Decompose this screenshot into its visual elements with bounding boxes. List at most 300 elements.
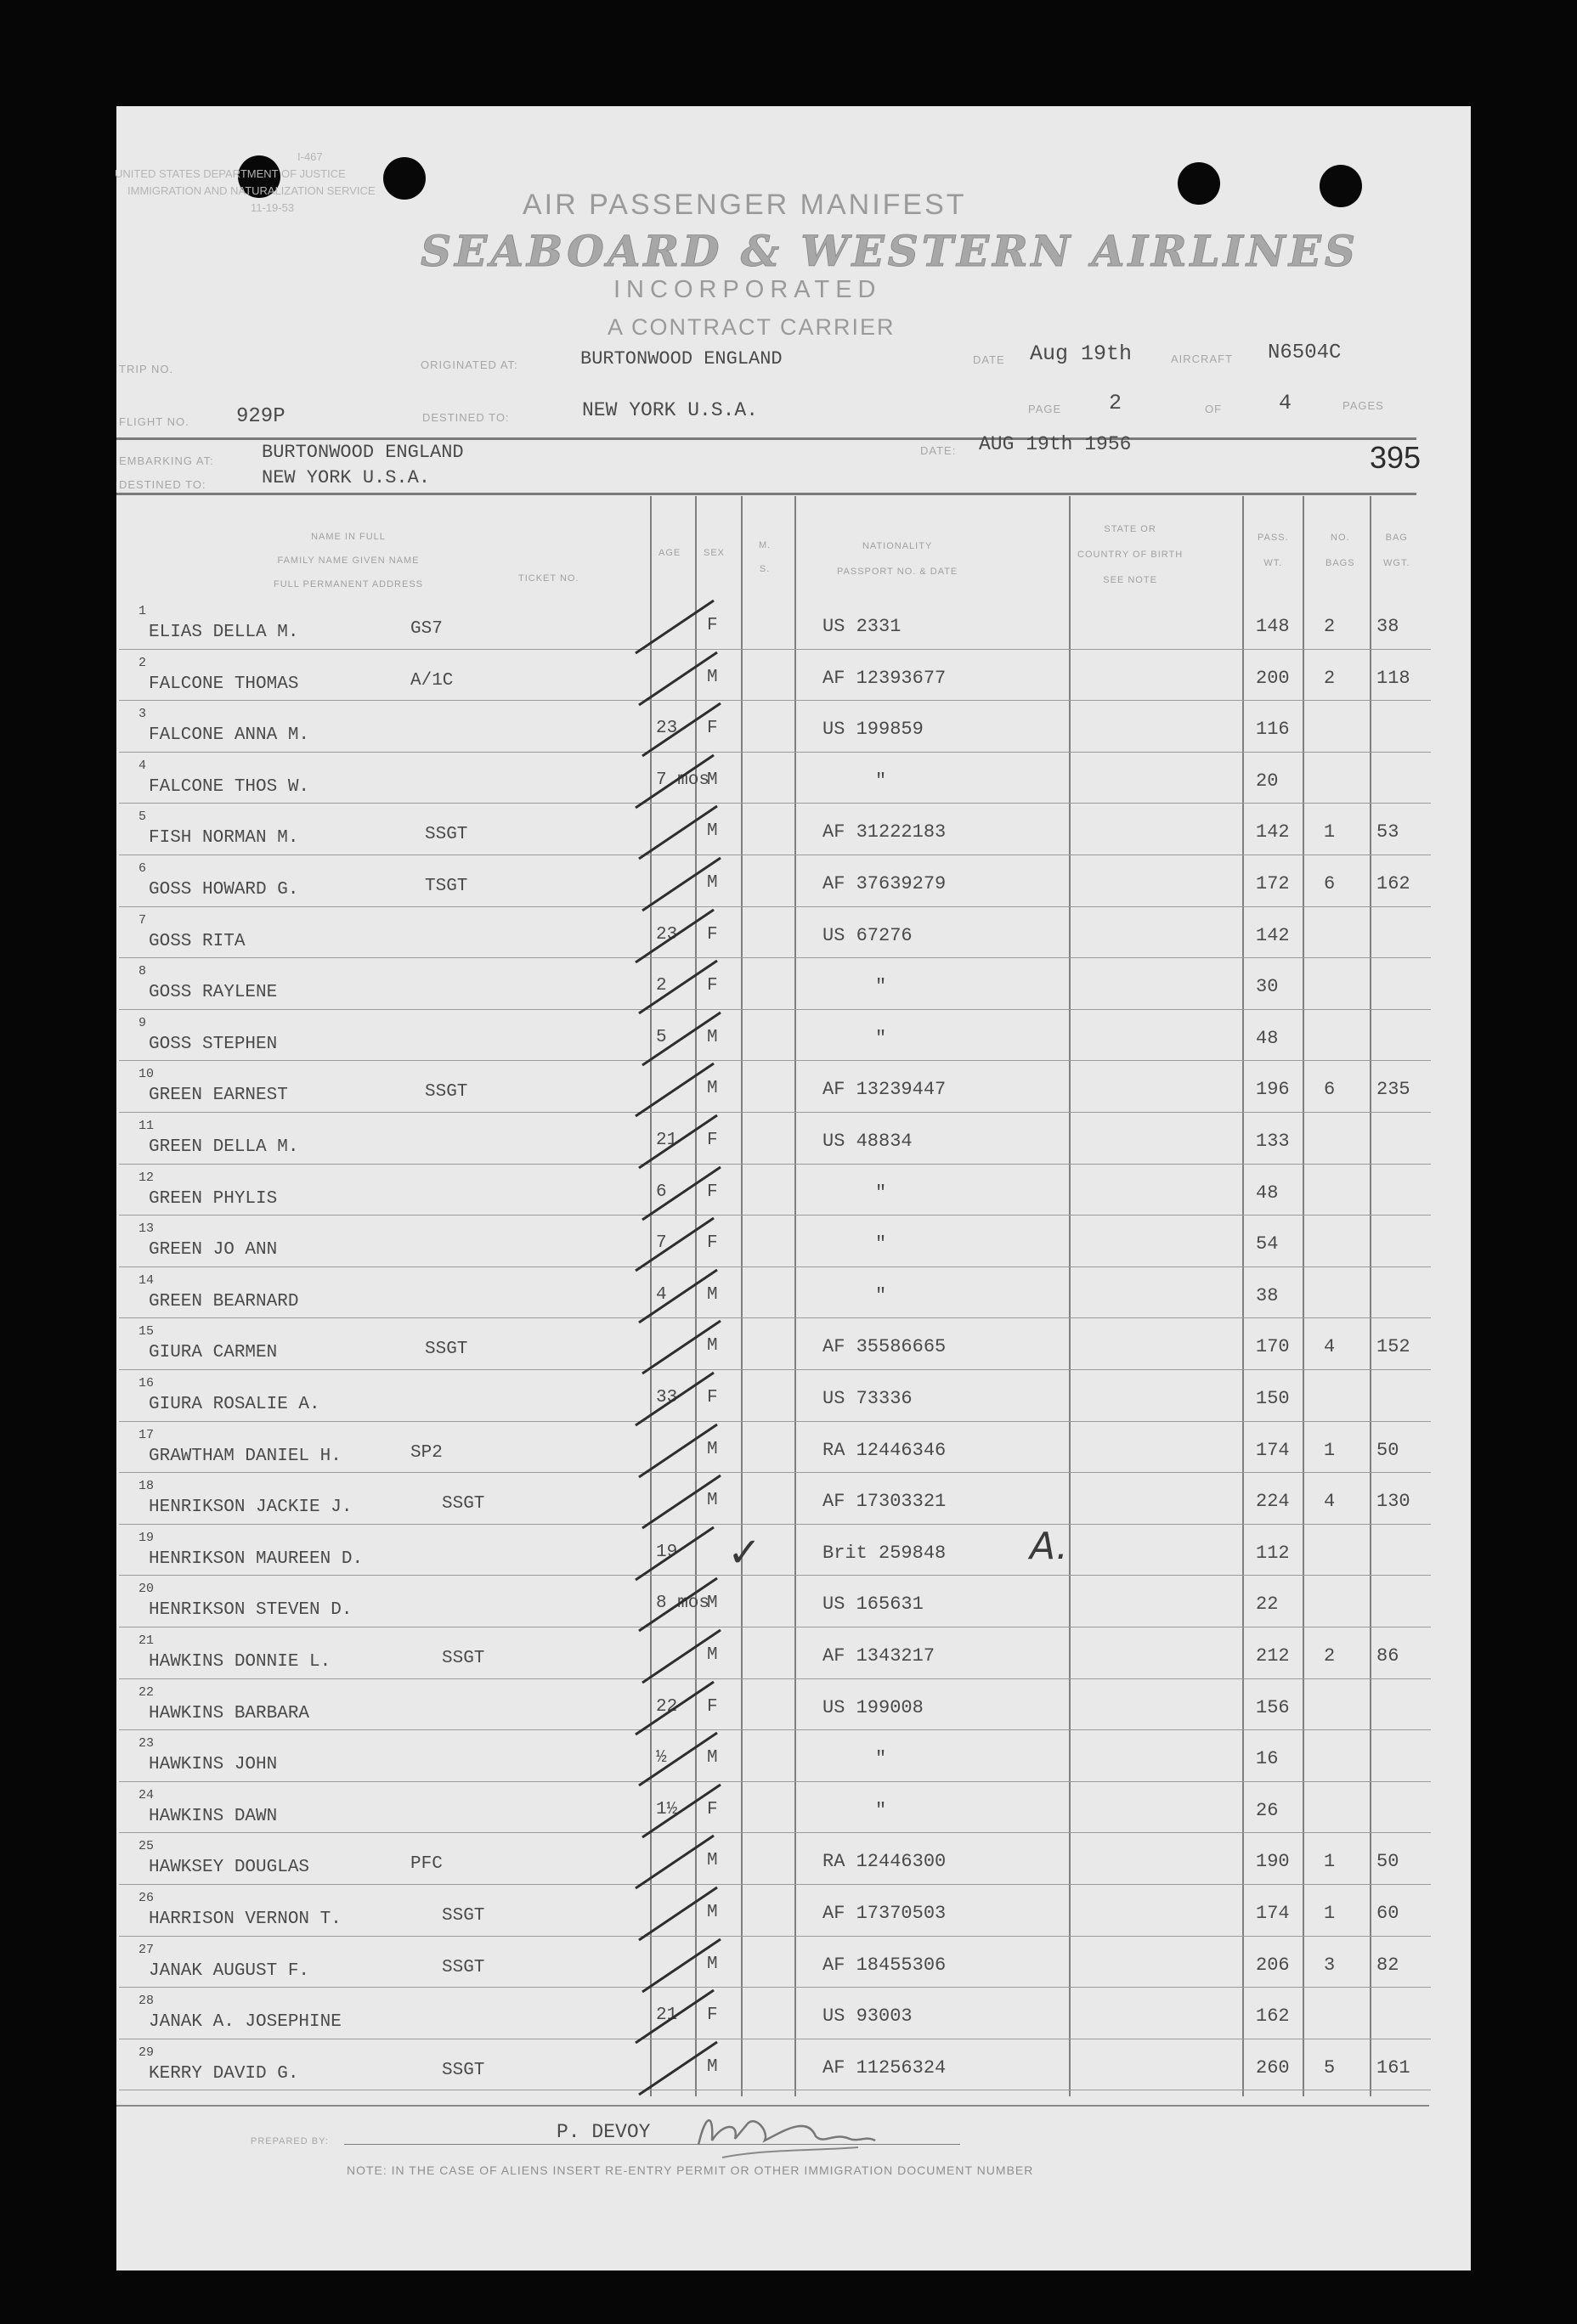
trip-no-label: TRIP NO. (119, 363, 174, 375)
passenger-name: GIURA CARMEN (149, 1343, 278, 1363)
destined-value: NEW YORK U.S.A. (582, 399, 759, 421)
row-divider (119, 1009, 1431, 1010)
embarking-value: BURTONWOOD ENGLAND (262, 442, 464, 463)
bag-wt-header-line: BAG (1385, 533, 1408, 543)
passenger-age: 21 (656, 2005, 678, 2026)
passenger-rank: SSGT (442, 1906, 485, 1926)
passenger-weight: 156 (1256, 1696, 1290, 1718)
embarking-label: EMBARKING AT: (119, 454, 214, 467)
bag-count: 4 (1324, 1336, 1336, 1358)
bag-count: 5 (1324, 2056, 1336, 2079)
row-number: 3 (138, 707, 147, 722)
bag-weight: 86 (1376, 1645, 1399, 1667)
passenger-age: 1½ (656, 1799, 678, 1819)
pass-wt-header-line: WT. (1263, 558, 1283, 568)
passenger-rank: A/1C (410, 670, 454, 691)
bag-weight: 130 (1376, 1491, 1410, 1513)
passenger-sex: M (707, 1748, 718, 1768)
passport-number: " (875, 1284, 887, 1306)
passenger-name: HAWKSEY DOUGLAS (149, 1858, 310, 1878)
passenger-sex: F (707, 1182, 718, 1202)
column-divider (794, 496, 796, 2096)
row-divider (119, 1266, 1431, 1267)
bag-count: 1 (1324, 1851, 1336, 1873)
row-divider (119, 1936, 1431, 1937)
passenger-name: FISH NORMAN M. (149, 828, 299, 849)
punch-hole (1320, 165, 1362, 207)
bag-weight: 50 (1376, 1439, 1399, 1461)
passenger-rank: SSGT (425, 1340, 468, 1360)
bag-weight: 53 (1376, 821, 1399, 843)
prepared-by-label: PREPARED BY: (251, 2136, 329, 2146)
name-header-line: NAME IN FULL (311, 532, 386, 542)
passenger-age: 22 (656, 1696, 678, 1717)
flight-no-value: 929P (236, 405, 285, 428)
passenger-weight: 170 (1256, 1336, 1290, 1358)
passenger-age: 23 (656, 719, 678, 739)
passenger-name: KERRY DAVID G. (149, 2063, 299, 2084)
destined-to-value: NEW YORK U.S.A. (262, 467, 431, 488)
passenger-sex: M (707, 1027, 718, 1047)
column-divider (1069, 496, 1071, 2096)
row-divider (119, 1729, 1431, 1730)
row-number: 12 (138, 1170, 155, 1185)
passport-number: US 2331 (822, 616, 902, 637)
passport-number: Brit 259848 (822, 1542, 947, 1564)
bag-count: 4 (1324, 1491, 1336, 1513)
row-number: 28 (138, 1994, 155, 2009)
row-number: 7 (138, 912, 147, 928)
agency-line: UNITED STATES DEPARTMENT OF JUSTICE (115, 167, 346, 180)
passenger-age: 7 mos (656, 770, 710, 790)
bag-weight: 161 (1376, 2056, 1410, 2079)
passenger-sex: M (707, 1851, 718, 1871)
pass-wt-column-header (1258, 525, 1289, 576)
aircraft-label: AIRCRAFT (1171, 353, 1233, 365)
passenger-sex: F (707, 719, 718, 739)
row-number: 19 (138, 1530, 155, 1545)
passenger-weight: 133 (1256, 1131, 1290, 1152)
passenger-weight: 190 (1256, 1851, 1290, 1873)
row-number: 9 (138, 1015, 147, 1030)
passenger-name: GREEN DELLA M. (149, 1137, 299, 1157)
passenger-weight: 260 (1256, 2056, 1290, 2079)
birth-header-line: COUNTRY OF BIRTH (1077, 550, 1184, 560)
birth-column-header (1077, 516, 1183, 593)
row-divider (119, 1678, 1431, 1679)
row-divider (119, 1421, 1431, 1422)
prepared-by-value: P. DEVOY (557, 2121, 651, 2143)
row-number: 18 (138, 1479, 155, 1494)
passenger-age: 5 (656, 1027, 667, 1047)
row-divider (119, 1317, 1431, 1318)
punch-hole (383, 157, 426, 200)
passenger-rank: SP2 (410, 1442, 443, 1463)
passenger-name: FALCONE ANNA M. (149, 725, 310, 746)
passenger-sex: M (707, 1954, 718, 1974)
passport-number: " (875, 1027, 887, 1049)
column-divider (1370, 496, 1371, 2096)
passenger-name: GIURA ROSALIE A. (149, 1395, 320, 1414)
bags-column-header (1325, 525, 1355, 576)
passenger-sex: F (707, 924, 718, 945)
row-number: 20 (138, 1582, 155, 1597)
row-number: 1 (138, 604, 147, 618)
passenger-age: 7 (656, 1233, 667, 1254)
date2-value: AUG 19th 1956 (979, 433, 1132, 455)
passenger-name: HENRIKSON JACKIE J. (149, 1498, 353, 1518)
row-divider (119, 1060, 1431, 1061)
bag-count: 1 (1324, 1903, 1336, 1924)
airline-logo: SEABOARD & WESTERN AIRLINES (421, 226, 1359, 276)
row-number: 27 (138, 1942, 155, 1957)
passenger-name: GOSS HOWARD G. (149, 880, 299, 900)
passenger-age: 33 (656, 1388, 678, 1407)
bag-weight: 50 (1376, 1851, 1399, 1873)
bag-count: 2 (1324, 616, 1336, 637)
signature (688, 2098, 892, 2166)
bag-weight: 82 (1376, 1954, 1399, 1976)
row-divider (119, 1164, 1431, 1165)
row-number: 11 (138, 1119, 155, 1133)
nationality-header-line: NATIONALITY (862, 541, 933, 551)
row-number: 25 (138, 1839, 155, 1854)
passenger-weight: 16 (1256, 1748, 1279, 1770)
passenger-weight: 22 (1256, 1594, 1279, 1616)
ticket-column-header: TICKET NO. (518, 573, 579, 584)
row-divider (119, 1884, 1431, 1885)
row-divider (119, 1575, 1431, 1576)
passport-number: AF 12393677 (822, 667, 947, 689)
passenger-weight: 174 (1256, 1439, 1290, 1461)
passport-number: US 67276 (822, 924, 913, 946)
bag-weight: 118 (1376, 667, 1410, 689)
check-mark: ✓ (727, 1529, 762, 1577)
row-divider (119, 803, 1431, 804)
passenger-name: GREEN EARNEST (149, 1086, 288, 1106)
passenger-weight: 112 (1256, 1542, 1290, 1564)
row-number: 23 (138, 1736, 155, 1751)
passport-number: " (875, 1748, 887, 1770)
passport-number: AF 31222183 (822, 821, 947, 843)
bag-count: 1 (1324, 821, 1336, 843)
passenger-name: JANAK AUGUST F. (149, 1960, 310, 1981)
passenger-rank: GS7 (410, 619, 443, 639)
column-divider (1303, 496, 1304, 2096)
row-number: 24 (138, 1787, 155, 1802)
row-divider (119, 700, 1431, 701)
passenger-weight: 48 (1256, 1027, 1279, 1049)
row-divider (119, 649, 1431, 650)
passenger-weight: 30 (1256, 976, 1279, 998)
passenger-weight: 212 (1256, 1645, 1290, 1667)
bags-header-line: NO. (1331, 533, 1350, 543)
page-label: PAGE (1028, 403, 1062, 415)
passenger-name: HAWKINS DAWN (149, 1806, 278, 1826)
passport-number: US 48834 (822, 1131, 913, 1152)
passenger-weight: 174 (1256, 1903, 1290, 1924)
passenger-name: HENRIKSON STEVEN D. (149, 1600, 353, 1621)
passport-number: US 73336 (822, 1388, 913, 1409)
passenger-name: HENRIKSON MAUREEN D. (149, 1548, 364, 1569)
name-header-line: FULL PERMANENT ADDRESS (273, 579, 424, 589)
bag-weight: 162 (1376, 873, 1410, 894)
passport-number: " (875, 1233, 887, 1255)
age-column-header: AGE (658, 548, 681, 558)
passenger-sex: M (707, 1594, 718, 1614)
passenger-rank: SSGT (442, 1957, 485, 1977)
aircraft-value: N6504C (1268, 341, 1342, 364)
row-number: 4 (138, 758, 147, 773)
passenger-age: 6 (656, 1182, 667, 1202)
row-divider (119, 1472, 1431, 1473)
passenger-sex: M (707, 1284, 718, 1305)
marital-column-header (759, 533, 771, 581)
passenger-sex: M (707, 821, 718, 842)
passenger-rank: SSGT (442, 1649, 485, 1668)
passport-number: " (875, 976, 887, 998)
originated-label: ORIGINATED AT: (421, 358, 518, 371)
passenger-sex: F (707, 1233, 718, 1254)
sex-column-header: SEX (704, 548, 726, 558)
passenger-sex: F (707, 616, 718, 635)
marital-header-line: S. (759, 564, 771, 574)
passenger-weight: 196 (1256, 1079, 1290, 1101)
bag-weight: 38 (1376, 616, 1399, 637)
originated-value: BURTONWOOD ENGLAND (580, 348, 783, 369)
bag-weight: 60 (1376, 1903, 1399, 1924)
form-date: 11-19-53 (251, 201, 295, 214)
row-number: 5 (138, 809, 147, 825)
passenger-weight: 48 (1256, 1182, 1279, 1204)
passenger-sex: F (707, 1696, 718, 1717)
passenger-age: 8 mos (656, 1594, 710, 1614)
passenger-sex: F (707, 1799, 718, 1819)
passenger-name: JANAK A. JOSEPHINE (149, 2012, 342, 2033)
passenger-sex: M (707, 1645, 718, 1665)
passenger-name: GRAWTHAM DANIEL H. (149, 1446, 342, 1466)
form-number: I-467 (297, 150, 323, 163)
passenger-weight: 20 (1256, 770, 1279, 792)
contract-carrier-label: A CONTRACT CARRIER (608, 314, 896, 340)
row-divider (119, 1781, 1431, 1782)
row-number: 13 (138, 1221, 155, 1237)
passenger-age: 19 (656, 1542, 678, 1562)
row-divider (119, 1987, 1431, 1988)
passport-number: AF 18455306 (822, 1954, 947, 1976)
passenger-weight: 200 (1256, 667, 1290, 689)
passenger-weight: 162 (1256, 2005, 1290, 2028)
passenger-sex: M (707, 1439, 718, 1459)
passenger-weight: 148 (1256, 616, 1290, 637)
row-number: 26 (138, 1891, 155, 1905)
passenger-weight: 38 (1256, 1284, 1279, 1306)
row-divider (119, 1832, 1431, 1833)
date-value: Aug 19th (1030, 341, 1133, 366)
date2-label: DATE: (920, 444, 957, 457)
passenger-sex: M (707, 2056, 718, 2077)
bag-count: 2 (1324, 667, 1336, 689)
passenger-name: HAWKINS JOHN (149, 1755, 278, 1775)
row-divider (119, 1215, 1431, 1216)
passenger-age: 2 (656, 976, 667, 996)
row-number: 16 (138, 1376, 155, 1390)
passenger-name: FALCONE THOMAS (149, 674, 299, 694)
passenger-name: HARRISON VERNON T. (149, 1909, 342, 1929)
pages-label: PAGES (1342, 399, 1384, 412)
passenger-name: FALCONE THOS W. (149, 776, 310, 797)
passenger-age: ½ (656, 1748, 667, 1768)
row-number: 6 (138, 861, 147, 876)
passport-number: US 199008 (822, 1696, 924, 1718)
page-value: 2 (1109, 391, 1122, 415)
bag-wt-header-line: WGT. (1383, 558, 1410, 568)
passenger-weight: 116 (1256, 719, 1290, 741)
passenger-rank: SSGT (425, 1082, 468, 1103)
row-divider (119, 906, 1431, 907)
header-rule (116, 437, 1416, 440)
passenger-sex: M (707, 1903, 718, 1922)
passenger-weight: 172 (1256, 873, 1290, 894)
table-top-rule (116, 493, 1416, 495)
passport-number: AF 11256324 (822, 2056, 947, 2079)
row-divider (119, 1369, 1431, 1370)
passenger-weight: 142 (1256, 821, 1290, 843)
manifest-title: AIR PASSENGER MANIFEST (523, 189, 967, 221)
passport-number: AF 17303321 (822, 1491, 947, 1513)
passport-number: AF 1343217 (822, 1645, 935, 1667)
birth-header-line: SEE NOTE (1103, 575, 1157, 585)
passenger-sex: F (707, 1131, 718, 1150)
passenger-name: GOSS RAYLENE (149, 983, 278, 1003)
passenger-rank: TSGT (425, 877, 468, 896)
bag-count: 6 (1324, 873, 1336, 894)
passenger-rank: SSGT (442, 2060, 485, 2080)
passenger-name: GREEN JO ANN (149, 1240, 278, 1261)
tally-mark (632, 2035, 734, 2103)
flight-no-label: FLIGHT NO. (119, 415, 189, 428)
row-number: 21 (138, 1633, 155, 1648)
row-number: 2 (138, 655, 147, 670)
passenger-rank: PFC (410, 1854, 443, 1875)
pass-wt-header-line: PASS. (1258, 533, 1289, 543)
row-divider (119, 1112, 1431, 1113)
passenger-rank: SSGT (442, 1494, 485, 1515)
passenger-age: 4 (656, 1284, 667, 1305)
passenger-name: GOSS STEPHEN (149, 1034, 278, 1054)
passenger-name: HAWKINS DONNIE L. (149, 1652, 331, 1672)
passenger-weight: 54 (1256, 1233, 1279, 1255)
sheet-number: 395 (1370, 440, 1422, 475)
passenger-weight: 142 (1256, 924, 1290, 946)
bag-wt-column-header (1383, 525, 1410, 576)
marital-header-line: M. (759, 540, 772, 550)
passport-number: " (875, 1799, 887, 1821)
agency-stamp (115, 149, 376, 217)
row-number: 15 (138, 1324, 155, 1340)
nationality-column-header (837, 533, 958, 584)
destined-to-label: DESTINED TO: (119, 478, 206, 491)
row-divider (119, 1524, 1431, 1525)
bags-header-line: BAGS (1325, 558, 1355, 568)
passport-number: RA 12446346 (822, 1439, 947, 1461)
passenger-sex: M (707, 1079, 718, 1099)
row-number: 10 (138, 1067, 155, 1082)
passenger-sex: M (707, 873, 718, 893)
agency-line: IMMIGRATION AND NATURALIZATION SERVICE (127, 184, 376, 197)
passport-number: US 199859 (822, 719, 924, 741)
bag-count: 1 (1324, 1439, 1336, 1461)
passport-number: " (875, 770, 887, 792)
bag-weight: 235 (1376, 1079, 1410, 1101)
bag-weight: 152 (1376, 1336, 1410, 1358)
row-number: 14 (138, 1272, 155, 1288)
passport-number: US 165631 (822, 1594, 924, 1616)
passport-number: US 93003 (822, 2005, 913, 2028)
passenger-sex: M (707, 770, 718, 790)
nationality-header-line: PASSPORT NO. & DATE (837, 567, 958, 577)
passenger-age: 23 (656, 924, 678, 945)
incorporated-label: INCORPORATED (613, 276, 882, 303)
row-divider (119, 957, 1431, 958)
row-number: 8 (138, 964, 147, 979)
passport-number: AF 35586665 (822, 1336, 947, 1358)
passenger-weight: 206 (1256, 1954, 1290, 1976)
passenger-weight: 224 (1256, 1491, 1290, 1513)
passenger-sex: F (707, 2005, 718, 2026)
passenger-sex: F (707, 1388, 718, 1407)
passenger-rank: SSGT (425, 825, 468, 845)
passenger-sex: M (707, 667, 718, 687)
passport-number: RA 12446300 (822, 1851, 947, 1873)
passport-number: AF 17370503 (822, 1903, 947, 1924)
date-label: DATE (973, 353, 1005, 366)
handwritten-annotation: A. (1030, 1525, 1068, 1568)
column-divider (741, 496, 743, 2096)
row-number: 29 (138, 2045, 155, 2060)
passenger-age: 21 (656, 1131, 678, 1150)
passport-number: " (875, 1182, 887, 1204)
passenger-sex: M (707, 1491, 718, 1511)
passenger-sex: M (707, 1336, 718, 1357)
passenger-name: GREEN BEARNARD (149, 1291, 299, 1311)
bag-count: 6 (1324, 1079, 1336, 1101)
bag-count: 3 (1324, 1954, 1336, 1976)
passenger-weight: 26 (1256, 1799, 1279, 1821)
row-number: 17 (138, 1427, 155, 1442)
passenger-sex: F (707, 976, 718, 996)
passenger-weight: 150 (1256, 1388, 1290, 1409)
punch-hole (1178, 162, 1220, 205)
passport-number: AF 37639279 (822, 873, 947, 894)
of-value: 4 (1279, 391, 1292, 415)
passenger-name: GREEN PHYLIS (149, 1188, 278, 1209)
footer-note: NOTE: IN THE CASE OF ALIENS INSERT RE-ENTRY PERMIT OR OTHER IMMIGRATION DOCUMENT NUMBER (347, 2163, 1034, 2177)
row-divider (119, 752, 1431, 753)
passenger-name: HAWKINS BARBARA (149, 1703, 310, 1723)
passenger-name: GOSS RITA (149, 931, 246, 951)
passport-number: AF 13239447 (822, 1079, 947, 1101)
birth-header-line: STATE OR (1104, 524, 1156, 534)
row-number: 22 (138, 1684, 155, 1700)
destined-label: DESTINED TO: (422, 411, 510, 424)
bag-count: 2 (1324, 1645, 1336, 1667)
of-label: OF (1205, 403, 1223, 415)
name-column-header (221, 525, 476, 596)
passenger-name: ELIAS DELLA M. (149, 623, 299, 642)
column-divider (1242, 496, 1244, 2096)
name-header-line: FAMILY NAME GIVEN NAME (277, 556, 420, 566)
